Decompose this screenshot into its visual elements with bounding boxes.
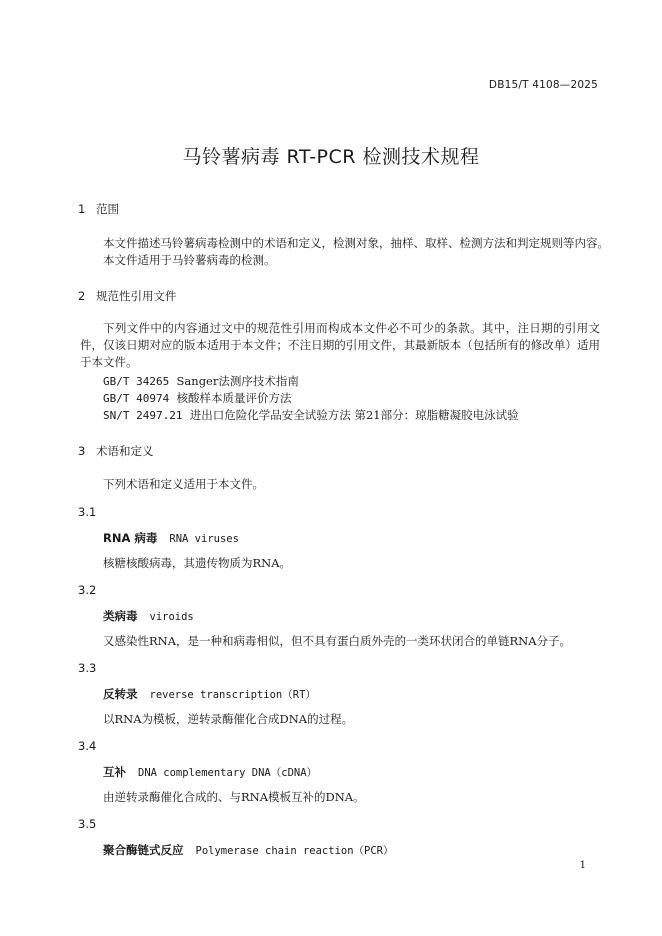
- paragraph: 本文件适用于马铃薯病毒的检测。: [103, 253, 276, 267]
- term-entry: [103, 842, 394, 858]
- page-number: 1: [579, 860, 586, 871]
- reference-title: 核酸样本质量评价方法: [176, 391, 292, 405]
- reference-code: GB/T 40974: [103, 392, 170, 405]
- reference-item: [103, 373, 299, 389]
- section-heading-1: [78, 201, 119, 217]
- reference-item: [103, 390, 292, 406]
- section-number: 1: [78, 202, 86, 216]
- reference-code: GB/T 34265: [103, 375, 170, 388]
- term-entry: [103, 608, 194, 624]
- section-title: 规范性引用文件: [96, 289, 177, 303]
- document-title: 马铃薯病毒 RT-PCR 检测技术规程: [182, 146, 480, 168]
- term-entry: [103, 686, 316, 702]
- reference-code: SN/T 2497.21: [103, 409, 183, 422]
- term-definition: 以RNA为模板，逆转录酶催化合成DNA的过程。: [103, 712, 354, 726]
- section-title: 范围: [96, 202, 119, 216]
- term-entry: [103, 764, 317, 780]
- term-english: viroids: [149, 611, 194, 623]
- term-english: reverse transcription（RT）: [149, 689, 316, 701]
- reference-title: Sanger法测序技术指南: [176, 374, 299, 388]
- section-number: 2: [78, 289, 86, 303]
- term-chinese: 反转录: [103, 687, 138, 701]
- term-number: 3.1: [78, 505, 97, 519]
- term-definition: 由逆转录酶催化合成的、与RNA模板互补的DNA。: [103, 790, 365, 804]
- reference-item: [103, 407, 519, 423]
- term-number: 3.3: [78, 661, 97, 675]
- term-entry: [103, 530, 239, 546]
- term-number: 3.4: [78, 739, 97, 753]
- term-chinese: 互补: [103, 765, 126, 779]
- paragraph: 下列术语和定义适用于本文件。: [103, 477, 264, 491]
- term-english: RNA viruses: [169, 533, 239, 545]
- term-chinese: RNA 病毒: [103, 531, 158, 545]
- section-heading-3: [78, 443, 154, 459]
- standard-number: DB15/T 4108—2025: [488, 79, 598, 91]
- term-english: DNA complementary DNA（cDNA）: [138, 767, 318, 779]
- section-number: 3: [78, 444, 86, 458]
- term-definition: 核糖核酸病毒，其遗传物质为RNA。: [103, 556, 292, 570]
- reference-title: 进出口危险化学品安全试验方法 第21部分：琼脂糖凝胶电泳试验: [189, 408, 519, 422]
- paragraph: 本文件描述马铃薯病毒检测中的术语和定义，检测对象，抽样、取样、检测方法和判定规则等内容。: [103, 236, 609, 250]
- section-heading-2: [78, 288, 177, 304]
- paragraph: 下列文件中的内容通过文中的规范性引用而构成本文件必不可少的条款。其中，注日期的引用文件，仅该日期对应的版本适用于本文件；不注日期的引用文件，其最新版本（包括所有的修改单）适用于本文件。: [80, 321, 600, 369]
- term-number: 3.2: [78, 583, 97, 597]
- term-english: Polymerase chain reaction（PCR）: [195, 845, 394, 857]
- term-chinese: 类病毒: [103, 609, 138, 623]
- term-number: 3.5: [78, 817, 97, 831]
- term-chinese: 聚合酶链式反应: [103, 843, 184, 857]
- term-definition: 又感染性RNA，是一种和病毒相似，但不具有蛋白质外壳的一类环状闭合的单链RNA分子。: [103, 634, 572, 648]
- section-title: 术语和定义: [96, 444, 154, 458]
